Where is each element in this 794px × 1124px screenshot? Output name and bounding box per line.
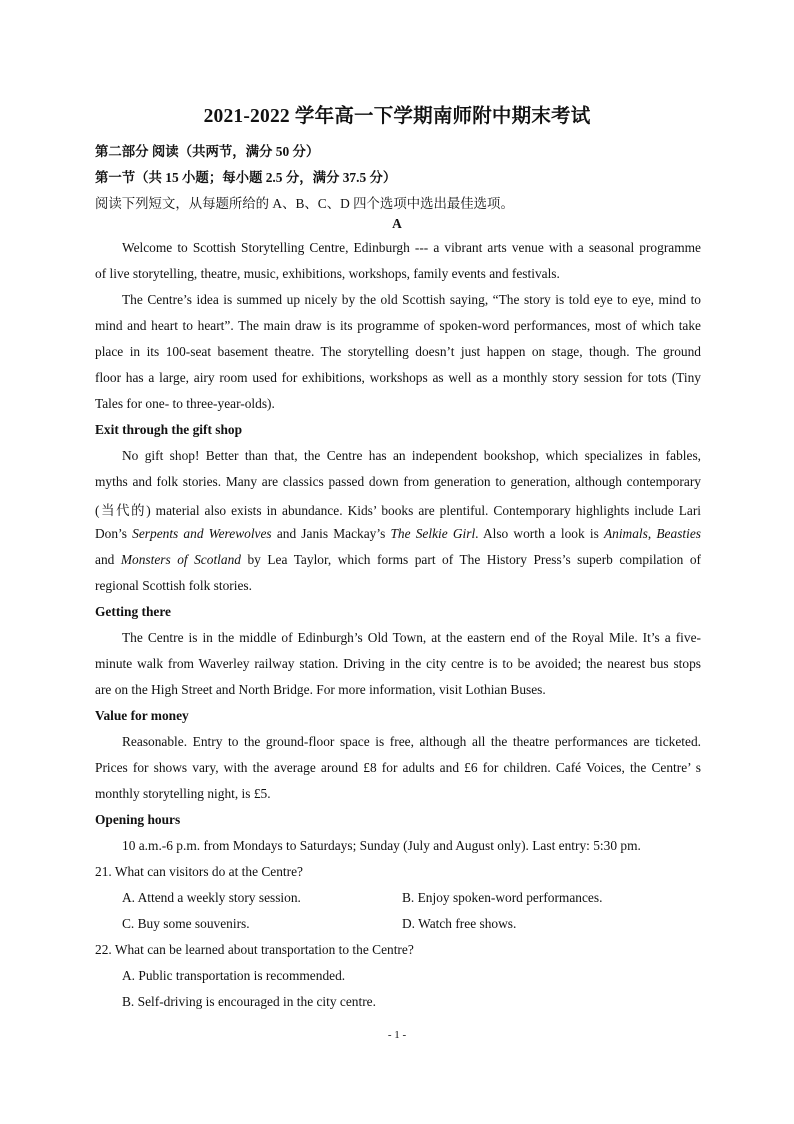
heading-getting-there: Getting there	[95, 604, 171, 619]
heading-value-for-money: Value for money	[95, 708, 189, 723]
p2-line-5: Tales for one- to three-year-olds).	[95, 396, 275, 411]
q22-option-a: A. Public transportation is recommended.	[122, 968, 346, 983]
q21-option-c: C. Buy some souvenirs.	[122, 916, 250, 931]
page-number: - 1 -	[387, 1029, 407, 1041]
text-run: ,	[647, 526, 657, 541]
p5-line-3: monthly storytelling night, is £5.	[95, 786, 271, 801]
q21-option-d: D. Watch free shows.	[402, 916, 517, 931]
opening-hours-text: 10 a.m.-6 p.m. from Mondays to Saturdays; Sunday (July and August only). Last entry: 5:30 pm.	[122, 838, 641, 853]
section-header: 第一节（共 15 小题；每小题 2.5 分，满分 37.5 分）	[95, 170, 397, 185]
p4-line-3: are on the High Street and North Bridge. For more information, visit Lothian Buses.	[95, 682, 546, 697]
part-header: 第二部分 阅读（共两节，满分 50 分）	[95, 144, 320, 159]
book-title: Beasties	[656, 526, 701, 541]
p2-line-3: place in its 100-seat basement theatre. The storytelling doesn’t just happen on stage, though. The ground	[95, 344, 701, 359]
p2-line-2: mind and heart to heart”. The main draw is its programme of spoken-word performances, most of which take	[95, 318, 701, 333]
p3-line-6: regional Scottish folk stories.	[95, 578, 252, 593]
book-title: Monsters of Scotland	[120, 552, 241, 567]
q21-option-b: B. Enjoy spoken-word performances.	[402, 890, 603, 905]
q21-stem: 21. What can visitors do at the Centre?	[95, 864, 303, 879]
q22-option-b: B. Self-driving is encouraged in the city centre.	[122, 994, 376, 1009]
p4-line-2: minute walk from Waverley railway station. Driving in the city centre is to be avoided; the nearest bus stops	[95, 656, 701, 671]
heading-opening-hours: Opening hours	[95, 812, 181, 827]
q21-option-a: A. Attend a weekly story session.	[122, 890, 301, 905]
p3-line-2: myths and folk stories. Many are classics passed down from generation to generation, although contemporary	[95, 474, 701, 489]
book-title: The Selkie Girl	[390, 526, 476, 541]
book-title: Animals	[603, 526, 648, 541]
exam-title: 2021-2022 学年高一下学期南师附中期末考试	[203, 106, 591, 127]
text-run: . Also worth a look is	[475, 526, 604, 541]
text-run: and Janis Mackay’s	[271, 526, 391, 541]
p2-line-4: floor has a large, airy room used for exhibitions, workshops as well as a monthly story session for tots (Tiny	[95, 370, 701, 385]
book-title: Serpents and Werewolves	[132, 526, 272, 541]
q22-stem: 22. What can be learned about transportation to the Centre?	[95, 942, 414, 957]
p3-line-1: No gift shop! Better than that, the Centre has an independent bookshop, which specializes in fables,	[122, 448, 701, 463]
p3-line-3: (当代的) material also exists in abundance. Kids’ books are plentiful. Contemporary highlights include Lari	[95, 503, 701, 518]
p1-line-1: Welcome to Scottish Storytelling Centre, Edinburgh --- a vibrant arts venue with a seasonal programme	[122, 240, 701, 255]
p5-line-1: Reasonable. Entry to the ground-floor space is free, although all the theatre performances are ticketed.	[122, 734, 701, 749]
heading-gift-shop: Exit through the gift shop	[95, 422, 243, 437]
p2-line-1: The Centre’s idea is summed up nicely by the old Scottish saying, “The story is told eye to eye, mind to	[122, 292, 701, 307]
text-run: and	[95, 552, 121, 567]
p5-line-2: Prices for shows vary, with the average around £8 for adults and £6 for children. Café Voices, the Centre’ s	[95, 760, 701, 775]
instructions: 阅读下列短文，从每题所给的 A、B、C、D 四个选项中选出最佳选项。	[95, 196, 514, 211]
text-run: by Lea Taylor, which forms part of The History Press’s superb compilation of	[240, 552, 701, 567]
text-run: Don’s	[95, 526, 133, 541]
p3-line-4	[95, 526, 701, 542]
p1-line-2: of live storytelling, theatre, music, exhibitions, workshops, family events and festivals.	[95, 266, 560, 281]
p3-line-5	[95, 552, 701, 568]
p4-line-1: The Centre is in the middle of Edinburgh’s Old Town, at the eastern end of the Royal Mile. It’s a five-	[122, 630, 701, 645]
passage-label: A	[392, 216, 402, 231]
